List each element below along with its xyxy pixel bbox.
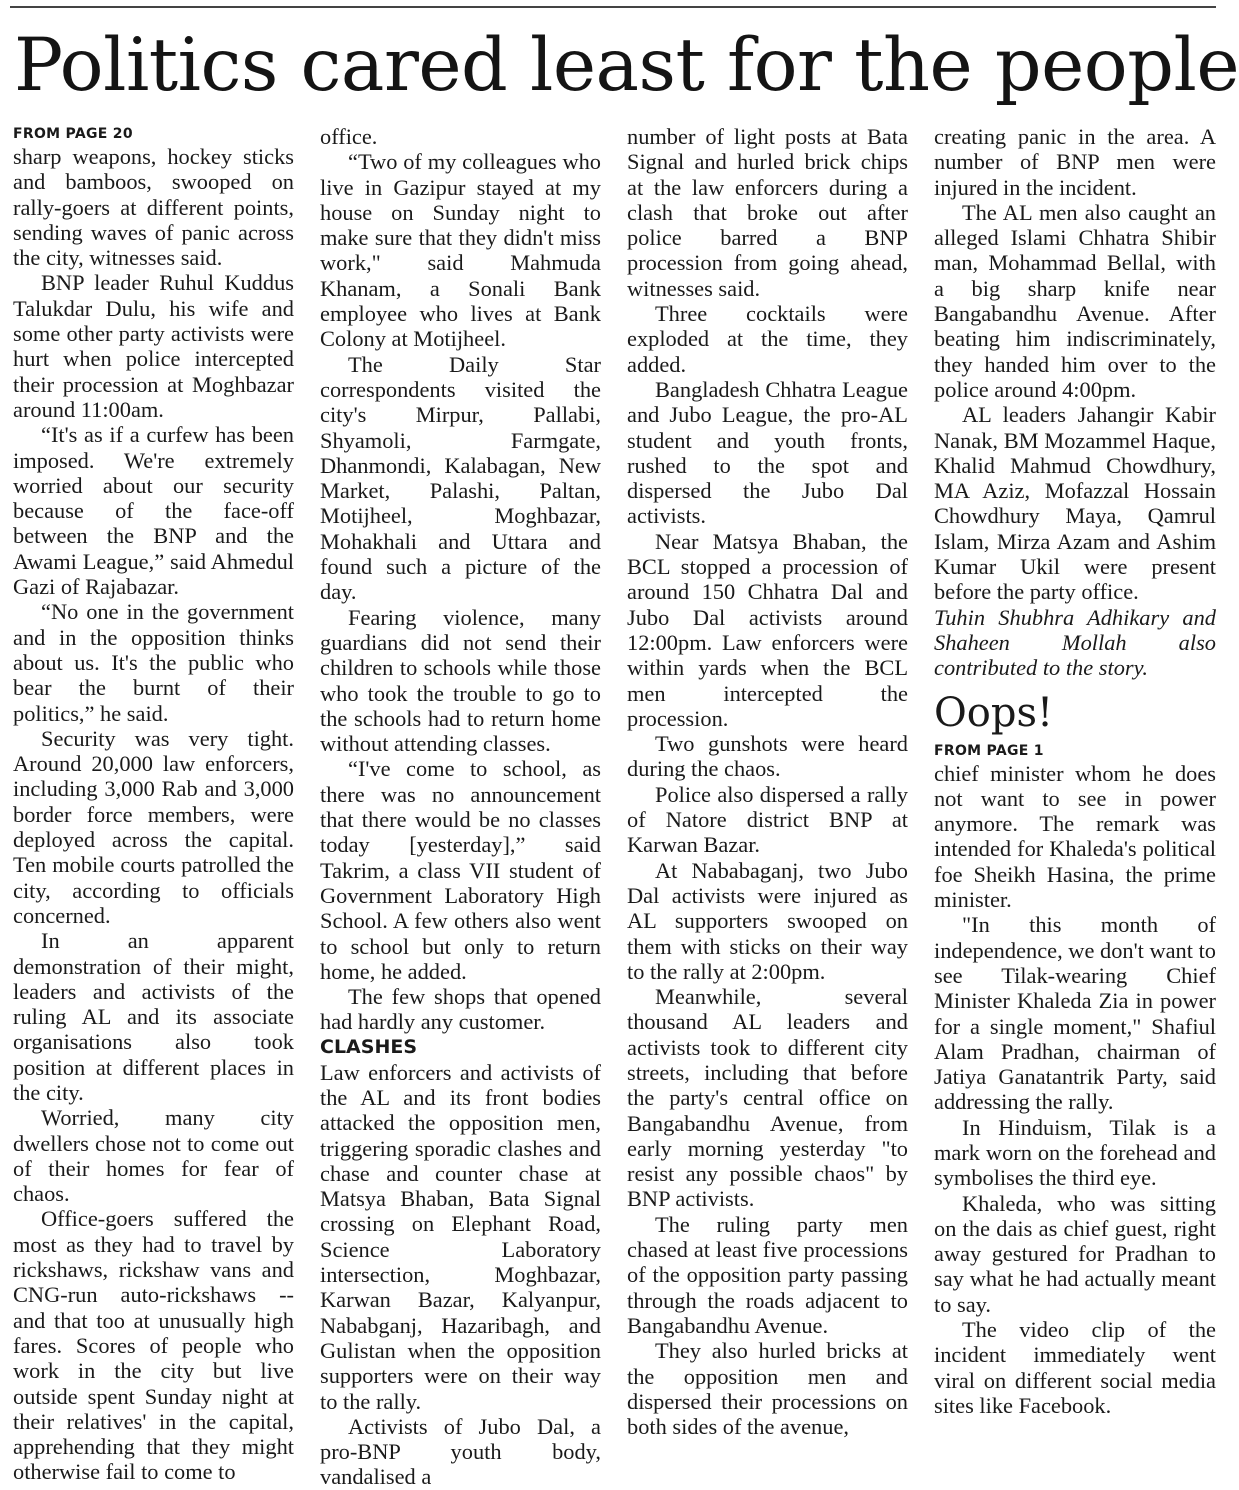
paragraph: The AL men also caught an alleged Islami Chhatra Shibir man, Mohammad Bellal, with a big sharp knife near Bangabandhu Avenue. After beating him indiscriminately, they handed him over to the police around 4:00pm. (934, 199, 1216, 402)
paragraph: Police also dispersed a rally of Natore district BNP at Karwan Bazar. (627, 781, 908, 858)
paragraph: The few shops that opened had hardly any customer. (320, 984, 601, 1035)
paragraph: “No one in the government and in the opposition thinks about us. It's the public who bear the burnt of their politics,” he said. (13, 599, 294, 726)
column-2 (320, 124, 601, 1490)
paragraph: chief minister whom he does not want to see in power anymore. The remark was intended for Khaleda's political foe Sheikh Hasina, the prime minister. (934, 760, 1216, 913)
paragraph: Near Matsya Bhaban, the BCL stopped a procession of around 150 Chhatra Dal and Jubo Dal activists around 12:00pm. Law enforcers were within yards when the BCL men intercepted the procession. (627, 528, 908, 731)
paragraph: “Two of my colleagues who live in Gazipur stayed at my house on Sunday night to make sure that they didn't miss work," said Mahmuda Khanam, a Sonali Bank employee who lives at Bank Colony at Motijheel. (320, 149, 601, 352)
paragraph: The Daily Star correspondents visited the city's Mirpur, Pallabi, Shyamoli, Farmgate, Dhanmondi, Kalabagan, New Market, Palashi, Paltan, Motijheel, Moghbazar, Mohakhali and Uttara and found such a picture of the day. (320, 351, 601, 605)
paragraph: “It's as if a curfew has been imposed. We're extremely worried about our security because of the face-off between the BNP and the Awami League,” said Ahmedul Gazi of Rajabazar. (13, 422, 294, 600)
column-1 (13, 124, 294, 1485)
paragraph: Worried, many city dwellers chose not to come out of their homes for fear of chaos. (13, 1105, 294, 1207)
paragraph: “I've come to school, as there was no announcement that there would be no classes today [yesterday],” said Takrim, a class VII student of Government Laboratory High School. A few others also went to school but only to return home, he added. (320, 756, 601, 984)
paragraph: The ruling party men chased at least five processions of the opposition party passing through the roads adjacent to Bangabandhu Avenue. (627, 1211, 908, 1338)
paragraph: sharp weapons, hockey sticks and bamboos, swooped on rally-goers at different points, sending waves of panic across the city, witnesses said. (13, 144, 294, 271)
oops-kicker: FROM PAGE 1 (934, 742, 1044, 759)
top-rule (10, 6, 1216, 8)
paragraph: AL leaders Jahangir Kabir Nanak, BM Mozammel Haque, Khalid Mahmud Chowdhury, MA Aziz, Mofazzal Hossain Chowdhury Maya, Qamrul Islam, Mirza Azam and Ashim Kumar Ukil were present before the party office. (934, 402, 1216, 605)
section-subhead: CLASHES (320, 1035, 418, 1058)
contributor-credit: Tuhin Shubhra Adhikary and Shaheen Mollah also contributed to the story. (934, 604, 1216, 681)
paragraph: The video clip of the incident immediately went viral on different social media sites like Facebook. (934, 1317, 1216, 1418)
paragraph: Law enforcers and activists of the AL and its front bodies attacked the opposition men, triggering sporadic clashes and chase and counter chase at Matsya Bhaban, Bata Signal crossing on Elephant Road, Science Laboratory intersection, Moghbazar, Karwan Bazar, Kalyanpur, Nababganj, Hazaribagh, and Gulistan when the opposition supporters were on their way to the rally. (320, 1059, 601, 1414)
paragraph: "In this month of independence, we don't want to see Tilak-wearing Chief Minister Khaleda Zia in power for a single moment," Shafiul Alam Pradhan, chairman of Jatiya Ganatantrik Party, said addressing the rally. (934, 912, 1216, 1115)
column-3 (627, 124, 908, 1446)
paragraph: Meanwhile, several thousand AL leaders and activists took to different city streets, including that before the party's central office on Bangabandhu Avenue, from early morning yesterday "to resist any possible chaos" by BNP activists. (627, 984, 908, 1212)
paragraph: Two gunshots were heard during the chaos. (627, 731, 908, 782)
paragraph: They also hurled bricks at the opposition men and dispersed their processions on both sides of the avenue, (627, 1338, 908, 1440)
paragraph: In Hinduism, Tilak is a mark worn on the forehead and symbolises the third eye. (934, 1114, 1216, 1191)
paragraph: Three cocktails were exploded at the time, they added. (627, 301, 908, 377)
paragraph: Bangladesh Chhatra League and Jubo League, the pro-AL student and youth fronts, rushed to the spot and dispersed the Jubo Dal activists. (627, 376, 908, 529)
paragraph: number of light posts at Bata Signal and hurled brick chips at the law enforcers during a clash that broke out after police barred a BNP procession from going ahead, witnesses said. (627, 124, 908, 301)
column-4 (934, 124, 1216, 1446)
paragraph: Khaleda, who was sitting on the dais as chief guest, right away gestured for Pradhan to say what he had actually meant to say. (934, 1190, 1216, 1317)
paragraph: BNP leader Ruhul Kuddus Talukdar Dulu, his wife and some other party activists were hurt when police intercepted their procession at Moghbazar around 11:00am. (13, 270, 294, 422)
paragraph: Fearing violence, many guardians did not send their children to schools while those who took the trouble to go to the schools had to return home without attending classes. (320, 604, 601, 757)
continued-from-kicker: FROM PAGE 20 (13, 126, 133, 142)
article-headline: Politics cared least for the people (14, 23, 1239, 108)
paragraph: In an apparent demonstration of their might, leaders and activists of the ruling AL and its associate organisations also took position at different places in the city. (13, 928, 294, 1105)
paragraph: creating panic in the area. A number of BNP men were injured in the incident. (934, 124, 1216, 200)
paragraph: office. (320, 124, 378, 149)
paragraph: Activists of Jubo Dal, a pro-BNP youth body, vandalised a (320, 1413, 601, 1490)
paragraph: Office-goers suffered the most as they had to travel by rickshaws, rickshaw vans and CNG-run auto-rickshaws -- and that too at unusually high fares. Scores of people who work in the city but live outside spent Sunday night at their relatives' in the capital, apprehending that they might otherwise fail to come to (13, 1206, 294, 1485)
paragraph: At Nababaganj, two Jubo Dal activists were injured as AL supporters swooped on them with sticks on their way to the rally at 2:00pm. (627, 857, 908, 984)
paragraph: Security was very tight. Around 20,000 law enforcers, including 3,000 Rab and 3,000 border force members, were deployed across the capital. Ten mobile courts patrolled the city, according to officials concerned. (13, 725, 294, 928)
oops-headline: Oops! (934, 689, 1054, 736)
